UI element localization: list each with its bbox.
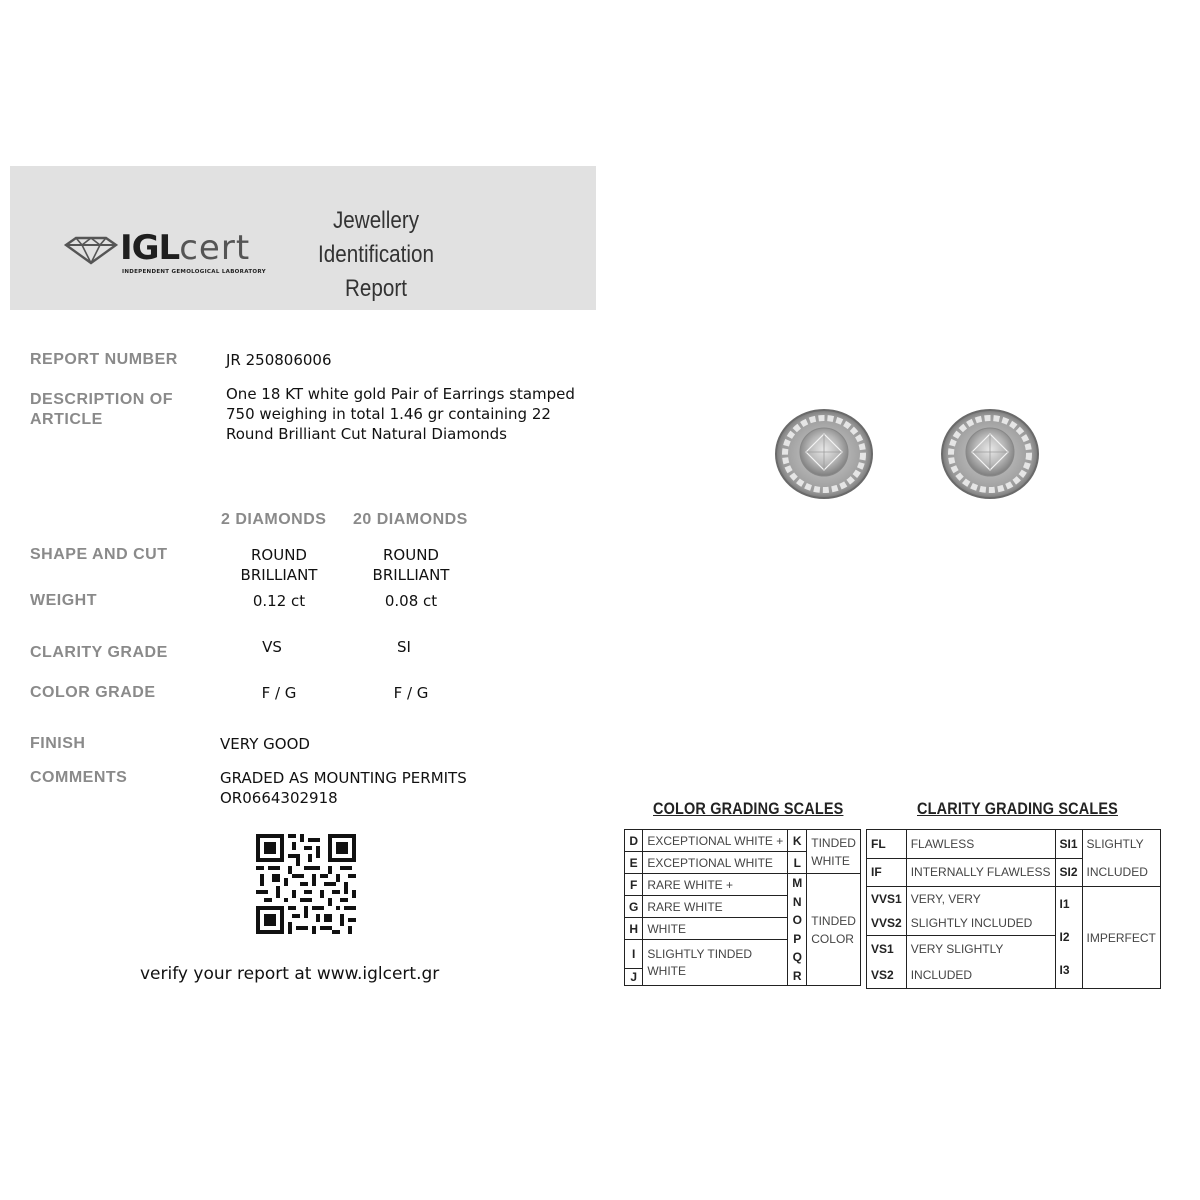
description-line-1: One 18 KT white gold Pair of Earrings stamped: [226, 385, 575, 403]
shape-col2-line2: BRILLIANT: [372, 566, 450, 584]
color-desc-m-r: [807, 874, 861, 986]
clarity-code-si2: SI2: [1055, 858, 1082, 887]
color-code-g: G: [625, 896, 643, 918]
clarity-code-vs2: VS2: [871, 968, 894, 982]
color-desc-d: EXCEPTIONAL WHITE +: [643, 830, 788, 852]
weight-col2: 0.08 ct: [384, 592, 438, 610]
color-desc-e: EXCEPTIONAL WHITE: [643, 852, 788, 874]
color-col2: F / G: [393, 684, 429, 702]
clarity-col1: VS: [262, 638, 282, 656]
clarity-desc-imperfect: IMPERFECT: [1082, 887, 1160, 989]
finish-value: VERY GOOD: [220, 735, 310, 753]
clarity-desc-vvs2: SLIGHTLY INCLUDED: [910, 916, 1033, 930]
color-code-p: P: [793, 931, 802, 946]
clarity-scale-title: CLARITY GRADING SCALES: [917, 799, 1118, 818]
clarity-desc-si: [1082, 830, 1160, 887]
color-desc-i: SLIGHTLY TINDED: [647, 946, 753, 961]
diamond-logo-icon: [62, 235, 118, 265]
clarity-desc-fl: FLAWLESS: [906, 830, 1055, 859]
clarity-code-vvs1: VVS1: [871, 892, 902, 906]
clarity-desc-vs2: INCLUDED: [910, 968, 973, 982]
title-line-2: Identification: [318, 241, 434, 268]
logo-wordmark: [120, 230, 250, 266]
clarity-grading-table: [866, 829, 1161, 989]
color-grade-label: COLOR GRADE: [30, 684, 156, 701]
shape-col1-line1: ROUND: [251, 546, 307, 564]
clarity-desc-vs: [906, 936, 1055, 989]
color-scale-title: COLOR GRADING SCALES: [653, 799, 844, 818]
clarity-col2: SI: [397, 638, 411, 656]
column-header-20-diamonds: 20 DIAMONDS: [353, 511, 468, 528]
color-desc-f: RARE WHITE +: [643, 874, 788, 896]
comments-label: COMMENTS: [30, 769, 128, 786]
color-codes-m-r: [788, 874, 807, 986]
clarity-code-fl: FL: [867, 830, 907, 859]
color-grading-table: [624, 829, 861, 986]
color-desc-j: WHITE: [647, 963, 687, 978]
description-label-2: ARTICLE: [30, 411, 103, 428]
logo-bold-text: IGL: [120, 228, 180, 268]
shape-col1: [219, 545, 339, 585]
clarity-grade-label: CLARITY GRADE: [30, 644, 168, 661]
earring-left: [776, 410, 872, 498]
clarity-code-si1: SI1: [1055, 830, 1082, 859]
comments-line-2: OR0664302918: [220, 789, 338, 807]
weight-label: WEIGHT: [30, 592, 97, 609]
color-desc-ij: [643, 940, 788, 986]
color-code-j: J: [625, 968, 643, 986]
color-desc-g: RARE WHITE: [643, 896, 788, 918]
color-code-k: K: [788, 830, 807, 852]
clarity-codes-i: [1055, 887, 1082, 989]
color-code-q: Q: [792, 950, 802, 964]
color-code-m: M: [792, 876, 803, 890]
color-code-h: H: [625, 918, 643, 940]
clarity-desc-vvs: [906, 887, 1055, 936]
earring-right: [942, 410, 1038, 498]
color-code-d: D: [625, 830, 643, 852]
description-line-2: 750 weighing in total 1.46 gr containing 22: [226, 405, 551, 423]
description-label-1: DESCRIPTION OF: [30, 391, 174, 408]
clarity-code-i1: I1: [1059, 897, 1070, 911]
title-line-1: Jewellery: [332, 207, 420, 234]
description-line-3: Round Brilliant Cut Natural Diamonds: [226, 425, 507, 443]
column-header-2-diamonds: 2 DIAMONDS: [221, 511, 327, 528]
clarity-desc-vs1: VERY SLIGHTLY: [910, 942, 1004, 956]
report-number-label: REPORT NUMBER: [30, 351, 178, 368]
color-code-o: O: [792, 913, 802, 927]
weight-col1: 0.12 ct: [252, 592, 306, 610]
color-desc-k: TINDED: [811, 835, 856, 850]
clarity-codes-vs: [867, 936, 907, 989]
color-code-i: I: [625, 940, 643, 969]
clarity-code-i2: I2: [1059, 930, 1070, 944]
color-code-n: N: [792, 894, 802, 909]
color-code-f: F: [625, 874, 643, 896]
clarity-desc-if: INTERNALLY FLAWLESS: [906, 858, 1055, 887]
color-desc-kl: [807, 830, 861, 874]
comments-line-1: GRADED AS MOUNTING PERMITS: [220, 769, 467, 787]
document-title: [316, 204, 436, 306]
logo-subtitle: INDEPENDENT GEMOLOGICAL LABORATORY: [122, 269, 266, 275]
color-col1: F / G: [261, 684, 297, 702]
qr-code: [256, 834, 356, 934]
clarity-desc-si2: INCLUDED: [1086, 865, 1148, 879]
color-desc-color: COLOR: [811, 931, 854, 946]
clarity-desc-vvs1: VERY, VERY: [910, 892, 981, 906]
shape-col1-line2: BRILLIANT: [240, 566, 318, 584]
color-desc-h: WHITE: [643, 918, 788, 940]
shape-col2: [351, 545, 471, 585]
earrings-photo: [770, 404, 1050, 504]
clarity-desc-si1: SLIGHTLY: [1086, 837, 1144, 851]
verify-text: verify your report at www.iglcert.gr: [140, 964, 440, 984]
iglcert-logo: [62, 228, 266, 277]
logo-light-text: cert: [179, 228, 251, 268]
clarity-code-i3: I3: [1059, 963, 1070, 977]
report-number-value: JR 250806006: [226, 351, 332, 369]
clarity-codes-vvs: [867, 887, 907, 936]
shape-cut-label: SHAPE AND CUT: [30, 546, 168, 563]
clarity-code-vs1: VS1: [871, 942, 894, 956]
clarity-code-if: IF: [867, 858, 907, 887]
shape-col2-line1: ROUND: [383, 546, 439, 564]
color-desc-l: WHITE: [811, 853, 850, 868]
color-code-e: E: [625, 852, 643, 874]
color-code-r: R: [792, 968, 802, 983]
clarity-code-vvs2: VVS2: [871, 916, 902, 930]
title-line-3: Report: [345, 275, 407, 302]
color-desc-tinded: TINDED: [811, 913, 856, 928]
color-code-l: L: [788, 852, 807, 874]
finish-label: FINISH: [30, 735, 86, 752]
